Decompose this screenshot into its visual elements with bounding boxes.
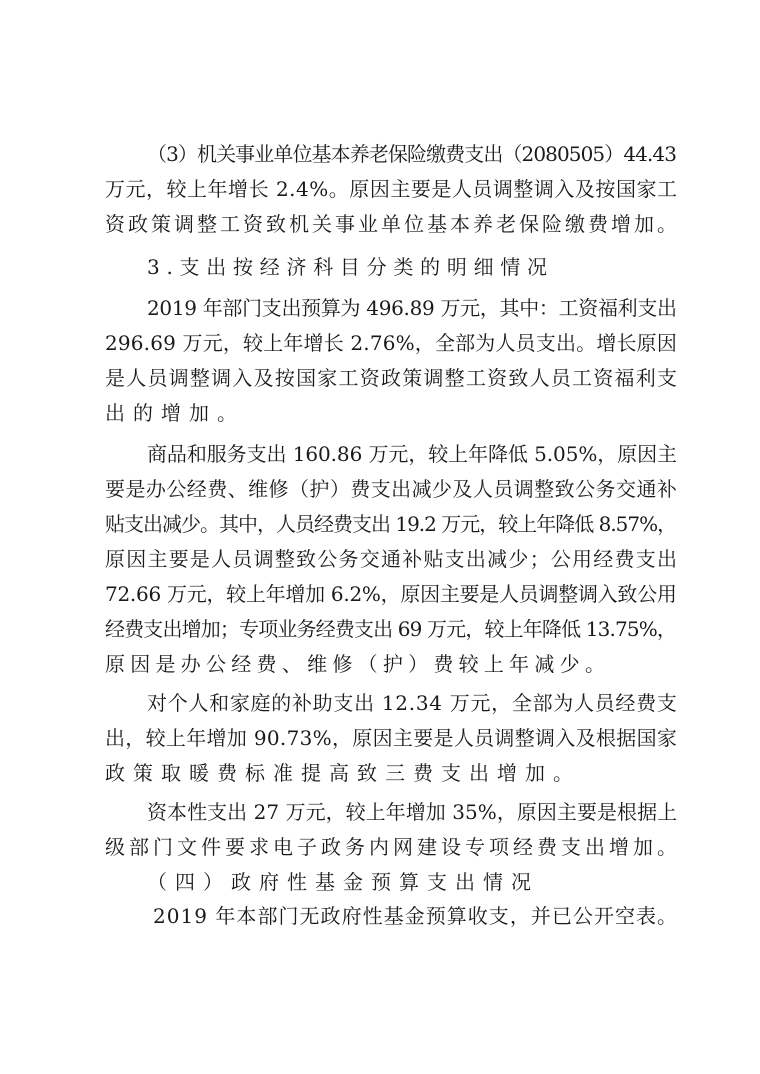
text-line: 原因主要是人员调整致公务交通补贴支出减少；公用经费支出 — [105, 547, 679, 571]
text-line: 2019 年本部门无政府性基金预算收支，并已公开空表。 — [153, 904, 679, 928]
text-line: 2019 年部门支出预算为 496.89 万元，其中：工资福利支出 — [147, 296, 677, 320]
text-line: 对个人和家庭的补助支出 12.34 万元，全部为人员经费支 — [147, 691, 678, 715]
section-heading: （四）政府性基金预算支出情况 — [147, 870, 539, 894]
text-line: 级部门文件要求电子政务内网建设专项经费支出增加。 — [105, 835, 681, 859]
text-line: 要是办公经费、维修（护）费支出减少及人员调整致公务交通补 — [105, 477, 678, 501]
text-line: 商品和服务支出 160.86 万元，较上年降低 5.05%，原因主 — [147, 442, 677, 466]
text-line: 政策取暖费标准提高致三费支出增加。 — [105, 761, 581, 785]
text-line: 万元，较上年增长 2.4%。原因主要是人员调整调入及按国家工 — [105, 177, 678, 201]
text-line: 是人员调整调入及按国家工资政策调整工资致人员工资福利支 — [105, 366, 679, 390]
text-line: 出，较上年增加 90.73%，原因主要是人员调整调入及根据国家 — [105, 726, 678, 750]
section-heading: 3.支出按经济科目分类的明细情况 — [147, 255, 554, 279]
text-line: 出的增加。 — [105, 401, 245, 425]
text-line: 原因是办公经费、维修（护）费较上年减少。 — [105, 652, 611, 676]
text-line: 经费支出增加；专项业务经费支出 69 万元，较上年降低 13.75%， — [105, 617, 677, 641]
text-line: 资本性支出 27 万元，较上年增加 35%，原因主要是根据上 — [147, 800, 678, 824]
text-line: 贴支出减少。其中，人员经费支出 19.2 万元，较上年降低 8.57%， — [105, 512, 677, 536]
text-line: 资政策调整工资致机关事业单位基本养老保险缴费增加。 — [105, 212, 680, 236]
text-line: 296.69 万元，较上年增长 2.76%，全部为人员支出。增长原因 — [105, 331, 678, 355]
text-line: （3）机关事业单位基本养老保险缴费支出（2080505）44.43 — [147, 142, 677, 166]
text-line: 72.66 万元，较上年增加 6.2%，原因主要是人员调整调入致公用 — [105, 582, 677, 606]
